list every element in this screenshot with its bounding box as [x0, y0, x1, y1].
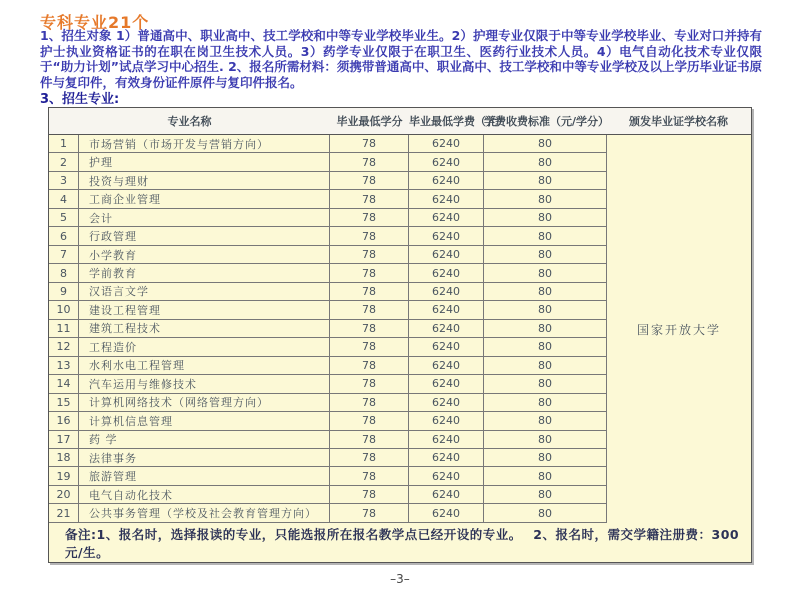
page-number: –3–: [390, 572, 410, 586]
fee-standard-cell: 80: [538, 192, 552, 206]
row-number-cell: 20: [49, 486, 79, 503]
table-row: [49, 153, 606, 171]
table-row: [49, 227, 606, 245]
major-name-cell: 投资与理财: [79, 172, 330, 189]
fee-standard-cell: 80: [538, 303, 552, 317]
min-credits-cell: 78: [330, 320, 409, 337]
major-name-cell: 旅游管理: [79, 467, 330, 484]
min-tuition-cell: 6240: [409, 375, 484, 392]
min-tuition-cell: 6240: [409, 264, 484, 281]
major-name-cell: 护理: [79, 153, 330, 170]
fee-standard-cell: 80: [538, 469, 552, 483]
min-tuition-cell: 6240: [409, 486, 484, 503]
table-rows: [49, 135, 606, 523]
min-credits-cell: 78: [330, 394, 409, 411]
row-number-cell: 3: [49, 172, 79, 189]
row-number-cell: 12: [49, 338, 79, 355]
enrollment-intro-text: 1、招生对象 1）普通高中、职业高中、技工学校和中等专业学校毕业生。2）护理专业仅限于中等专业学校毕业、专业对口并持有护士执业资格证书的在职在岗卫生技术人员。3）药学专业仅限于在职卫生、医药行业技术人员。4）电气自动化技术专业仅限于“助力计划”试点学习中心招生. 2、报名所需材料：须携带普通高中、职业高中、技工学校和中等专业学校及以上学历毕业证书原件与复印件，有效身份证件原件与复印件报名。: [40, 28, 762, 90]
row-number-cell: 11: [49, 320, 79, 337]
min-credits-cell: 78: [330, 338, 409, 355]
major-name-cell: 建设工程管理: [79, 301, 330, 318]
major-name-cell: 药 学: [79, 431, 330, 448]
fee-standard-cell: 80: [538, 137, 552, 151]
major-name-cell: 会计: [79, 209, 330, 226]
table-row: [49, 264, 606, 282]
row-number-cell: 14: [49, 375, 79, 392]
row-number-cell: 16: [49, 412, 79, 429]
min-tuition-cell: 6240: [409, 412, 484, 429]
fee-standard-cell: 80: [538, 155, 552, 169]
major-name-cell: 建筑工程技术: [79, 320, 330, 337]
row-number-cell: 7: [49, 246, 79, 263]
fee-standard-cell: 80: [538, 248, 552, 262]
min-tuition-cell: 6240: [409, 172, 484, 189]
table-row: [49, 431, 606, 449]
fee-standard-cell: 80: [538, 488, 552, 502]
major-name-cell: 学前教育: [79, 264, 330, 281]
min-credits-cell: 78: [330, 467, 409, 484]
major-name-cell: 汉语言文学: [79, 283, 330, 300]
table-row: [49, 375, 606, 393]
min-tuition-cell: 6240: [409, 449, 484, 466]
min-tuition-cell: 6240: [409, 209, 484, 226]
row-number-cell: 4: [49, 190, 79, 207]
min-tuition-cell: 6240: [409, 357, 484, 374]
min-tuition-cell: 6240: [409, 301, 484, 318]
table-row: [49, 320, 606, 338]
fee-standard-cell: 80: [538, 395, 552, 409]
majors-table-body: [49, 135, 751, 523]
table-row: [49, 338, 606, 356]
table-row: [49, 190, 606, 208]
table-row: [49, 486, 606, 504]
min-tuition-cell: 6240: [409, 153, 484, 170]
major-name-cell: 公共事务管理（学校及社会教育管理方向）: [79, 504, 330, 521]
fee-standard-cell: 80: [538, 506, 552, 520]
fee-standard-cell: 80: [538, 358, 552, 372]
table-row: [49, 172, 606, 190]
major-name-cell: 电气自动化技术: [79, 486, 330, 503]
table-row: [49, 135, 606, 153]
min-tuition-cell: 6240: [409, 320, 484, 337]
major-name-cell: 计算机网络技术（网络管理方向）: [79, 394, 330, 411]
row-number-cell: 1: [49, 135, 79, 152]
fee-standard-cell: 80: [538, 340, 552, 354]
fee-standard-cell: 80: [538, 321, 552, 335]
page-title: 专科专业21个: [40, 13, 150, 32]
major-name-cell: 计算机信息管理: [79, 412, 330, 429]
min-tuition-cell: 6240: [409, 431, 484, 448]
fee-standard-cell: 80: [538, 229, 552, 243]
row-number-cell: 5: [49, 209, 79, 226]
fee-standard-cell: 80: [538, 377, 552, 391]
section-heading-majors: 3、招生专业:: [40, 92, 120, 107]
table-row: [49, 467, 606, 485]
row-number-cell: 21: [49, 504, 79, 521]
row-number-cell: 19: [49, 467, 79, 484]
header-issuing-school: 颁发毕业证学校名称: [629, 115, 728, 128]
min-credits-cell: 78: [330, 283, 409, 300]
major-name-cell: 汽车运用与维修技术: [79, 375, 330, 392]
min-tuition-cell: 6240: [409, 338, 484, 355]
table-row: [49, 283, 606, 301]
fee-standard-cell: 80: [538, 284, 552, 298]
major-name-cell: 小学教育: [79, 246, 330, 263]
row-number-cell: 8: [49, 264, 79, 281]
row-number-cell: 13: [49, 357, 79, 374]
min-tuition-cell: 6240: [409, 467, 484, 484]
min-credits-cell: 78: [330, 357, 409, 374]
row-number-cell: 18: [49, 449, 79, 466]
majors-table: [48, 107, 752, 563]
table-row: [49, 209, 606, 227]
header-min-tuition: 毕业最低学费（元）: [409, 115, 508, 128]
table-row: [49, 357, 606, 375]
fee-standard-cell: 80: [538, 451, 552, 465]
min-credits-cell: 78: [330, 486, 409, 503]
header-min-credits: 毕业最低学分: [336, 115, 403, 128]
min-credits-cell: 78: [330, 412, 409, 429]
row-number-cell: 9: [49, 283, 79, 300]
min-tuition-cell: 6240: [409, 283, 484, 300]
min-tuition-cell: 6240: [409, 190, 484, 207]
min-credits-cell: 78: [330, 209, 409, 226]
min-credits-cell: 78: [330, 135, 409, 152]
table-note: 备注:1、报名时，选择报读的专业，只能选报所在报名教学点已经开设的专业。 2、报名时，需交学籍注册费：300元/生。: [49, 523, 751, 562]
min-credits-cell: 78: [330, 190, 409, 207]
table-row: [49, 449, 606, 467]
major-name-cell: 工商企业管理: [79, 190, 330, 207]
min-tuition-cell: 6240: [409, 246, 484, 263]
min-tuition-cell: 6240: [409, 504, 484, 521]
fee-standard-cell: 80: [538, 174, 552, 188]
row-number-cell: 17: [49, 431, 79, 448]
min-tuition-cell: 6240: [409, 135, 484, 152]
row-number-cell: 10: [49, 301, 79, 318]
min-tuition-cell: 6240: [409, 227, 484, 244]
major-name-cell: 市场营销（市场开发与营销方向）: [79, 135, 330, 152]
min-credits-cell: 78: [330, 246, 409, 263]
fee-standard-cell: 80: [538, 414, 552, 428]
min-tuition-cell: 6240: [409, 394, 484, 411]
major-name-cell: 工程造价: [79, 338, 330, 355]
header-fee-standard: 学费收费标准（元/学分）: [484, 115, 610, 128]
min-credits-cell: 78: [330, 153, 409, 170]
row-number-cell: 15: [49, 394, 79, 411]
fee-standard-cell: 80: [538, 432, 552, 446]
min-credits-cell: 78: [330, 504, 409, 521]
majors-table-header: [49, 108, 751, 135]
fee-standard-cell: 80: [538, 211, 552, 225]
issuing-school-merged-cell: 国家开放大学: [606, 135, 751, 523]
row-number-cell: 2: [49, 153, 79, 170]
min-credits-cell: 78: [330, 172, 409, 189]
min-credits-cell: 78: [330, 449, 409, 466]
table-row: [49, 301, 606, 319]
major-name-cell: 水利水电工程管理: [79, 357, 330, 374]
table-row: [49, 394, 606, 412]
min-credits-cell: 78: [330, 431, 409, 448]
table-row: [49, 412, 606, 430]
row-number-cell: 6: [49, 227, 79, 244]
min-credits-cell: 78: [330, 375, 409, 392]
min-credits-cell: 78: [330, 264, 409, 281]
min-credits-cell: 78: [330, 301, 409, 318]
table-row: [49, 246, 606, 264]
major-name-cell: 法律事务: [79, 449, 330, 466]
header-major-name: 专业名称: [167, 115, 212, 128]
table-row: [49, 504, 606, 522]
min-credits-cell: 78: [330, 227, 409, 244]
fee-standard-cell: 80: [538, 266, 552, 280]
major-name-cell: 行政管理: [79, 227, 330, 244]
